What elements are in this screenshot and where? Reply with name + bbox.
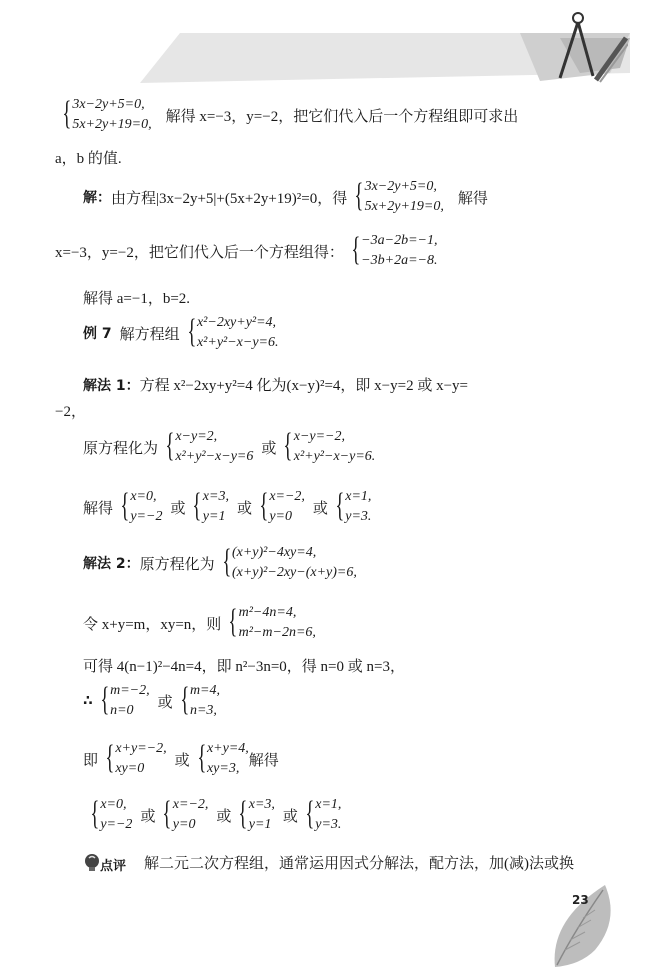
or-text: 或 [170, 500, 186, 517]
equation: y=3. [315, 817, 342, 832]
equation: n=0 [110, 703, 134, 718]
equation-system: { m²−4n=4, m²−m−2n=6, [221, 603, 316, 643]
equation-system: { x=1, y=3. [298, 795, 342, 835]
text: 解得 [248, 752, 279, 769]
example-label: 例 7 [83, 326, 112, 342]
equation: m=−2, [110, 683, 150, 698]
method-1-cont [55, 400, 86, 421]
equation: y=0 [172, 817, 196, 832]
equation-system: { x+y=4, xy=3, [190, 739, 249, 779]
text: −2， [55, 404, 86, 420]
therefore-line [83, 681, 220, 721]
equation: −3a−2b=−1, [361, 233, 438, 248]
equation-system: { 3x−2y+5=0, 5x+2y+19=0, [347, 177, 444, 217]
final-solutions [83, 795, 341, 835]
text: 解得 [83, 500, 114, 517]
text: 原方程化为 [83, 440, 159, 457]
therefore-symbol: ∴ [83, 693, 93, 709]
comment-text: 解二元二次方程组，通常运用因式分解法，配方法，加(减)法或换 [144, 856, 574, 872]
method-1 [83, 374, 468, 395]
equation: x=1, [345, 489, 372, 504]
equation: 3x−2y+5=0, [364, 179, 437, 194]
page-number: 23 [572, 893, 589, 907]
equation: x²−2xy+y²=4, [196, 315, 277, 330]
solution-line [83, 177, 488, 217]
equation-system: { m=−2, n=0 [93, 681, 150, 721]
equation: y=1 [202, 509, 226, 524]
equation: x=1, [315, 797, 342, 812]
text: 解得 x=−3，y=−2，把它们代入后一个方程组即可求出 [165, 108, 519, 125]
or-text: 或 [312, 500, 328, 517]
equation: x+y=4, [206, 741, 249, 756]
text: 原方程化为 [139, 556, 215, 573]
equation: x=−2, [269, 489, 305, 504]
equation: m²−4n=4, [238, 605, 297, 620]
equation-system: { x−y=2, x²+y²−x−y=6 [158, 427, 253, 467]
or-text: 或 [236, 500, 252, 517]
equation: y=−2 [100, 817, 133, 832]
equation: m=4, [189, 683, 220, 698]
or-text: 或 [157, 694, 173, 711]
text: 可得 4(n−1)²−4n=4，即 n²−3n=0，得 n=0 或 n=3， [83, 659, 405, 675]
equation: x=3, [202, 489, 229, 504]
equation-system: { x+y=−2, xy=0 [98, 739, 167, 779]
text: 由方程|3x−2y+5|+(5x+2y+19)²=0，得 [111, 190, 348, 207]
solution-label: 解： [83, 190, 111, 206]
equation-system: { 3x−2y+5=0, 5x+2y+19=0, [55, 95, 152, 135]
line-1 [55, 95, 518, 135]
equation-system: { x²−2xy+y²=4, x²+y²−x−y=6. [180, 313, 279, 353]
or-text: 或 [140, 808, 156, 825]
equation: m²−m−2n=6, [238, 625, 316, 640]
equation-system: { x=−2, y=0 [252, 487, 305, 527]
equation-system: { −3a−2b=−1, −3b+2a=−8. [344, 231, 438, 271]
equivalent-line [83, 739, 279, 779]
equation-system: { x=1, y=3. [328, 487, 372, 527]
text: a，b 的值. [55, 151, 122, 167]
equation: 5x+2y+19=0, [72, 117, 152, 132]
equation-system: { x=3, y=1 [185, 487, 229, 527]
equation: xy=0 [115, 761, 145, 776]
method-label: 解法 2： [83, 556, 140, 572]
line-4 [55, 231, 437, 271]
equation: x=3, [248, 797, 275, 812]
text: 令 x+y=m，xy=n，则 [83, 616, 222, 633]
equation: y=−2 [130, 509, 163, 524]
equation: x=−2, [172, 797, 209, 812]
text: 解得 [457, 190, 488, 207]
equation: x−y=−2, [293, 429, 346, 444]
equation: y=1 [248, 817, 272, 832]
equation-system: { x=0, y=−2 [113, 487, 162, 527]
method-label: 解法 1： [83, 377, 140, 394]
or-text: 或 [282, 808, 298, 825]
comment-label: 点评 [100, 859, 127, 874]
or-text: 或 [216, 808, 232, 825]
original-system-line [83, 427, 375, 467]
equation-system: { x=0, y=−2 [83, 795, 132, 835]
derivation-line [83, 655, 405, 676]
equation: (x+y)²−4xy=4, [231, 545, 317, 560]
equation: x²+y²−x−y=6 [175, 449, 254, 464]
equation-system: { m=4, n=3, [173, 681, 220, 721]
solutions-line [83, 487, 371, 527]
text: x=−3，y=−2，把它们代入后一个方程组得： [55, 244, 344, 261]
example-7 [83, 313, 279, 353]
equation-system: { x=−2, y=0 [155, 795, 208, 835]
or-text: 或 [174, 752, 190, 769]
compass-icon [548, 8, 628, 88]
text: 即 [83, 752, 99, 769]
equation: y=3. [345, 509, 372, 524]
text: 方程 x²−2xy+y²=4 化为(x−y)²=4，即 x−y=2 或 x−y= [139, 378, 468, 394]
equation: 3x−2y+5=0, [72, 97, 145, 112]
equation: x−y=2, [175, 429, 218, 444]
line-2 [55, 147, 122, 168]
substitution-line [83, 603, 316, 643]
equation: y=0 [269, 509, 292, 524]
equation: x²+y²−x−y=6. [293, 449, 376, 464]
equation: x=0, [100, 797, 127, 812]
equation-system: { x=3, y=1 [231, 795, 275, 835]
equation: 5x+2y+19=0, [364, 199, 444, 214]
method-2 [83, 543, 357, 583]
equation: (x+y)²−2xy−(x+y)=6, [231, 565, 357, 580]
equation-system: { (x+y)²−4xy=4, (x+y)²−2xy−(x+y)=6, [215, 543, 357, 583]
equation: x+y=−2, [115, 741, 167, 756]
or-text: 或 [261, 440, 277, 457]
equation: x²+y²−x−y=6. [196, 335, 279, 350]
equation-system: { x−y=−2, x²+y²−x−y=6. [276, 427, 375, 467]
text: 解得 a=−1，b=2. [83, 291, 191, 307]
equation: xy=3, [206, 761, 240, 776]
equation: x=0, [130, 489, 157, 504]
equation: n=3, [189, 703, 217, 718]
text: 解方程组 [119, 326, 180, 343]
equation: −3b+2a=−8. [361, 253, 438, 268]
line-5 [83, 287, 190, 308]
